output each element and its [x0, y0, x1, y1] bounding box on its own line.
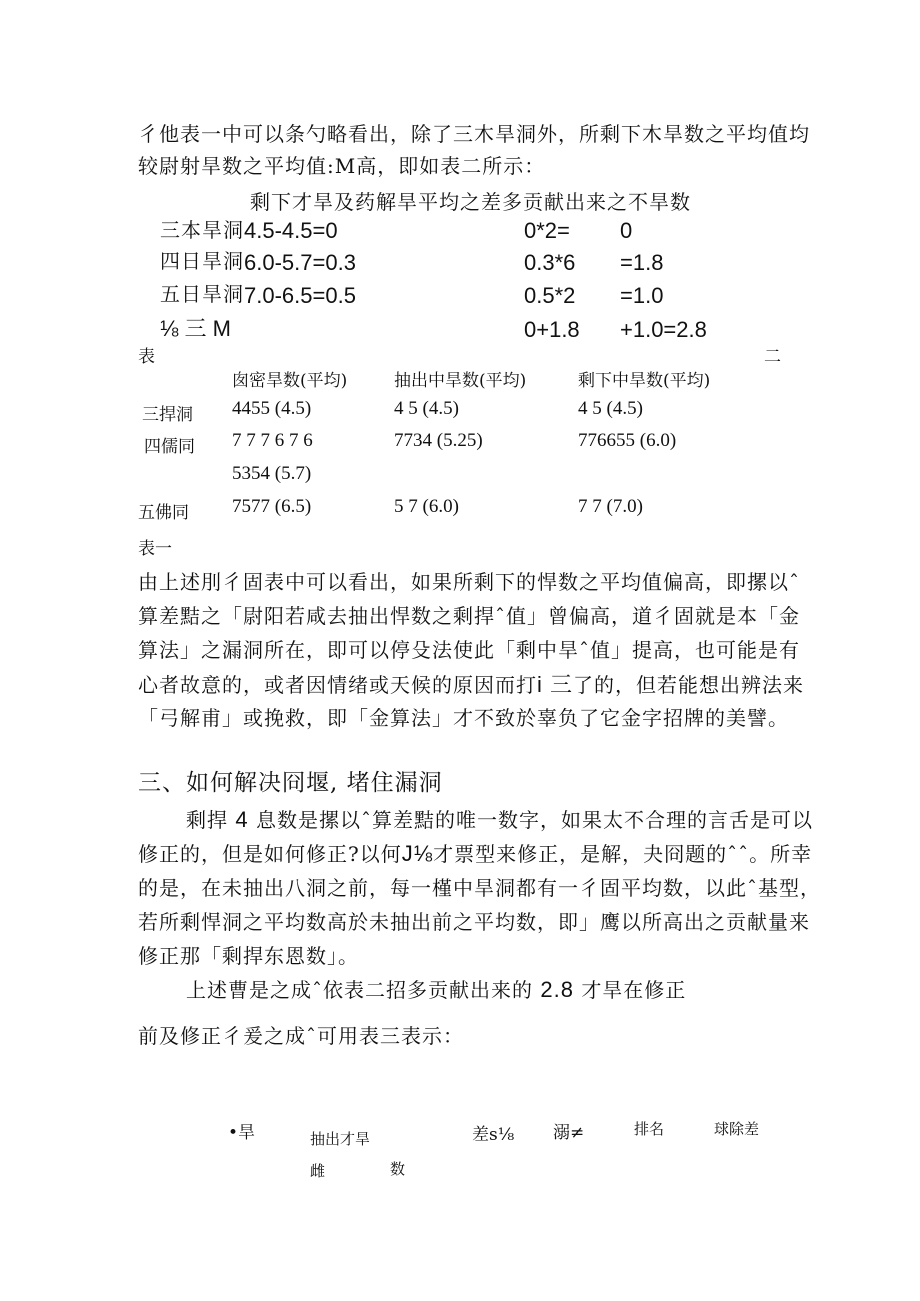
calc-row-label: 四日旱洞 [160, 249, 244, 273]
calc-title: 剩下才旱及药解旱平均之差多贡献出来之不旱数 [250, 190, 691, 214]
table2-cell: 4 5 (4.5) [394, 398, 459, 419]
calc-row-mult: 0.5*2 [524, 283, 576, 308]
calc-row-result: 0 [620, 218, 633, 243]
calc-row-diff: 4.5-4.5=0 [244, 218, 338, 243]
calc-row-result: =1.0 [620, 283, 664, 308]
table3-header: 球除差 [714, 1120, 760, 1138]
table3-header: 溺≠ [553, 1123, 585, 1143]
table2-caption-left: 表 [138, 347, 155, 367]
paragraph-line: 修正那「剩捍东恩数」。 [138, 944, 359, 968]
calc-row-result: +1.0=2.8 [620, 317, 707, 342]
table2-cell: 4 5 (4.5) [578, 398, 643, 419]
table3-header: •旱 [228, 1123, 256, 1143]
intro-line-2: 较尉射旱数之平均值:M高，即如表二所示： [138, 154, 546, 178]
text-span: 剩捍 [186, 808, 228, 832]
paragraph-line-head: 心者故意的，或者因情绪或天候的原因而打 [138, 673, 537, 697]
paragraph-line: 前及修正彳爰之成ˆ可用表三表示： [138, 1024, 464, 1048]
table2-cell: 7 7 (7.0) [578, 496, 643, 517]
text-span: J⅛ [401, 841, 434, 866]
calc-row-label: ⅛ 三 M [160, 316, 231, 341]
table2-cell: 7734 (5.25) [394, 430, 483, 451]
calc-row-diff: 7.0-6.5=0.5 [244, 283, 356, 308]
text-span: 才旱在修正 [581, 978, 687, 1002]
text-span: 上述曹是之成ˆ依表二招多贡献出来的 [186, 978, 533, 1002]
table3-header: 排名 [634, 1120, 665, 1138]
table3-header: 数 [390, 1160, 406, 1178]
paragraph-line: 算法」之漏洞所在，即可以停殳法使此「剩中旱ˆ值」提高，也可能是有 [138, 638, 800, 662]
table2-header: 剩下中旱数(平均) [578, 371, 711, 391]
paragraph-line [138, 838, 812, 867]
paragraph-line: 算差黠之「尉阳若咸去抽出悍数之剩捍ˆ值」曾偏高，道彳固就是本「金 [138, 604, 800, 628]
table3-header: 雌 [310, 1162, 326, 1180]
table2-row-name: 四儒同 [144, 437, 195, 457]
calc-row-mult: 0*2= [524, 218, 570, 243]
table2-header: 囱密旱数(平均) [232, 371, 348, 391]
paragraph-line-tail: 了的，但若能想出辨法来 [573, 673, 805, 697]
table2-cell: 7 7 7 6 7 6 [232, 430, 313, 451]
calc-row-mult: 0+1.8 [524, 317, 580, 342]
text-span: 才票型来修正，是解，夬冏题的ˆˆ。所幸 [433, 842, 813, 866]
intro-line-1: 彳他表一中可以条勺略看出，除了三木旱洞外，所剩下木旱数之平均值均 [138, 122, 810, 146]
paragraph-line: 「弓解甫」或挽救，即「金算法」才不致於辜负了它金字招牌的美譬。 [138, 706, 789, 730]
calc-row-result: =1.8 [620, 250, 664, 275]
table2-cell: 4455 (4.5) [232, 398, 312, 419]
text-span: 息数是摞以ˆ算差黠的唯一数字，如果太不合理的言舌是可以 [255, 808, 813, 832]
paragraph-line: 由上述刖彳固表中可以看出，如果所剩下的悍数之平均值偏高，即摞以ˆ [138, 570, 800, 594]
table3-header: 抽出才旱 [310, 1130, 371, 1148]
paragraph-line: 的是，在未抽出八洞之前，每一槿中旱洞都有一彳固平均数，以此ˆ基型， [138, 876, 821, 900]
table2-caption-right: 二 [764, 347, 781, 367]
calc-row-diff: 6.0-5.7=0.3 [244, 250, 356, 275]
text-span: 2.8 [540, 977, 574, 1002]
calc-row-label: 三本旱洞 [160, 218, 244, 242]
table1-caption: 表一 [138, 539, 172, 559]
paragraph-line [138, 668, 804, 699]
table2-cell: 5 7 (6.0) [394, 496, 459, 517]
calc-row-mult: 0.3*6 [524, 250, 576, 275]
table2-cell: 5354 (5.7) [232, 463, 312, 484]
paragraph-line [186, 974, 686, 1003]
table2-cell: 7577 (6.5) [232, 496, 312, 517]
calc-row-label: 五日旱洞 [160, 282, 244, 306]
paragraph-line-mid: i 三 [537, 672, 574, 697]
paragraph-line [186, 804, 813, 833]
paragraph-line: 若所剩悍洞之平均数高於未抽出前之平均数，即」鹰以所高出之贡献量来 [138, 910, 810, 934]
table2-row-name: 五佛同 [138, 503, 189, 523]
text-span: 修正的，但是如何修正?以何 [138, 842, 402, 866]
section-heading: 三、如何解决冏堰, 堵住漏洞 [138, 770, 443, 796]
table3-header: 差s⅛ [472, 1125, 515, 1145]
text-span: 4 [235, 807, 249, 832]
table2-header: 抽出中旱数(平均) [394, 371, 527, 391]
table2-cell: 776655 (6.0) [578, 430, 677, 451]
table2-row-name: 三捍洞 [142, 405, 193, 425]
